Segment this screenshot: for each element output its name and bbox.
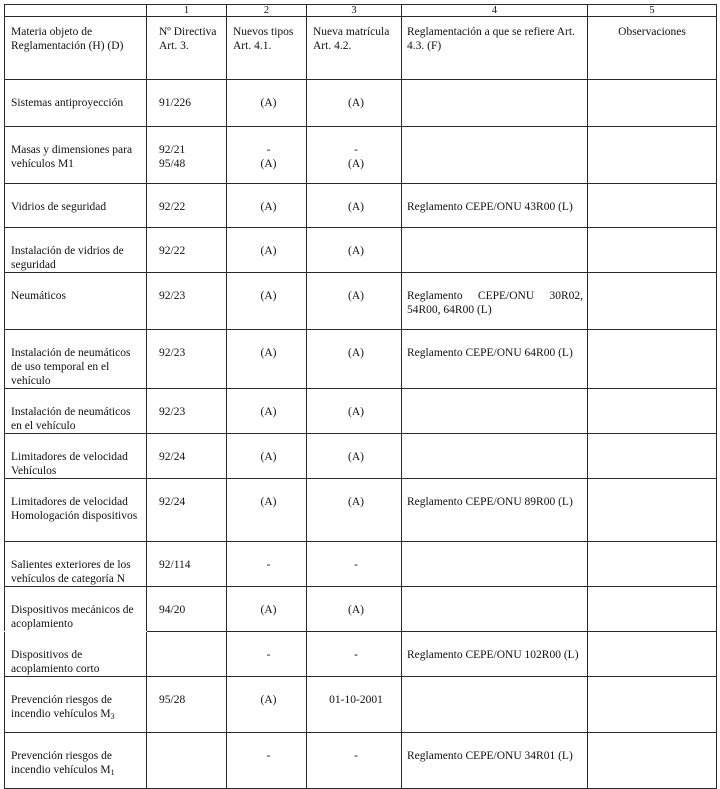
materia-text: Limitadores de velocidad Homologación dispositivos (11, 496, 138, 522)
reglamentacion-text: Reglamento CEPE/ONU 43R00 (L) (407, 201, 573, 213)
cell-nuevos-tipos (227, 80, 307, 127)
cell-nuevos-tipos (227, 228, 307, 273)
cell-directiva (147, 677, 227, 733)
header-observaciones: Observaciones (588, 17, 717, 80)
cell-nueva-matricula (307, 677, 402, 733)
cell-directiva (147, 330, 227, 389)
cell-directiva (147, 228, 227, 273)
table-row (5, 434, 717, 479)
directiva-value: 91/226 (159, 97, 191, 109)
cell-observaciones (588, 80, 717, 127)
cell-directiva (147, 184, 227, 228)
regulation-table (4, 4, 717, 789)
cell-observaciones (588, 677, 717, 733)
materia-text: Vidrios de seguridad (11, 201, 107, 213)
directiva-value: 92/22 (159, 245, 186, 257)
cell-observaciones (588, 228, 717, 273)
cell-nuevos-tipos (227, 389, 307, 434)
regulation-table-document (4, 4, 716, 777)
directiva-value: 95/48 (159, 158, 186, 170)
column-number: 2 (227, 5, 307, 17)
cell-materia (5, 677, 147, 733)
header-reglamentacion: Reglamentación a que se refiere Art. 4.3. (F) (402, 17, 588, 80)
nuevos-tipos-value: (A) (260, 201, 277, 213)
cell-reglamentacion (402, 733, 588, 789)
column-number: 5 (588, 5, 717, 17)
cell-nueva-matricula (307, 479, 402, 542)
table-row (5, 677, 717, 733)
cell-materia (5, 542, 147, 587)
cell-directiva (147, 127, 227, 184)
nuevos-tipos-value: - (266, 649, 271, 661)
header-nuevos-tipos: Nuevos tipos Art. 4.1. (227, 17, 307, 80)
directiva-value: 92/23 (159, 290, 186, 302)
cell-nuevos-tipos (227, 184, 307, 228)
cell-directiva (147, 389, 227, 434)
cell-materia (5, 330, 147, 389)
nueva-matricula-value: - (354, 559, 358, 571)
directiva-value: 92/24 (159, 496, 186, 508)
cell-reglamentacion (402, 677, 588, 733)
cell-nueva-matricula (307, 542, 402, 587)
column-number: 4 (402, 5, 588, 17)
cell-reglamentacion (402, 184, 588, 228)
cell-reglamentacion (402, 127, 588, 184)
cell-materia (5, 80, 147, 127)
table-row (5, 542, 717, 587)
cell-observaciones (588, 434, 717, 479)
materia-text: Instalación de neumáticos en el vehículo (11, 406, 131, 432)
cell-nueva-matricula (307, 127, 402, 184)
cell-materia (5, 434, 147, 479)
nueva-matricula-value: - (354, 750, 358, 762)
cell-directiva (147, 632, 227, 677)
cell-materia (5, 733, 147, 789)
cell-nueva-matricula (307, 80, 402, 127)
nuevos-tipos-value: (A) (260, 290, 277, 302)
column-number: 3 (307, 5, 402, 17)
nueva-matricula-value: (A) (348, 158, 364, 170)
cell-nuevos-tipos (227, 733, 307, 789)
cell-nuevos-tipos (227, 330, 307, 389)
table-row (5, 228, 717, 273)
header-materia: Materia objeto de Reglamentación (H) (D) (5, 17, 147, 80)
cell-directiva (147, 542, 227, 587)
cell-directiva (147, 434, 227, 479)
cell-reglamentacion (402, 434, 588, 479)
directiva-value: 92/21 (159, 144, 186, 156)
column-number-empty (5, 5, 147, 17)
cell-directiva (147, 273, 227, 330)
nuevos-tipos-value: - (266, 750, 271, 762)
cell-materia (5, 273, 147, 330)
directiva-value: 92/22 (159, 201, 186, 213)
header-nueva-matricula: Nueva matrícula Art. 4.2. (307, 17, 402, 80)
table-row (5, 184, 717, 228)
nueva-matricula-value: 01-10-2001 (329, 694, 383, 706)
cell-reglamentacion (402, 389, 588, 434)
cell-nueva-matricula (307, 389, 402, 434)
nuevos-tipos-value: (A) (260, 604, 277, 616)
materia-text: Limitadores de velocidad Vehículos (11, 451, 128, 477)
cell-materia (5, 389, 147, 434)
nueva-matricula-value: (A) (348, 290, 364, 302)
nuevos-tipos-value: (A) (260, 406, 277, 418)
nueva-matricula-value: (A) (348, 97, 364, 109)
nuevos-tipos-value: (A) (260, 694, 277, 706)
nuevos-tipos-value: (A) (260, 451, 277, 463)
cell-nuevos-tipos (227, 479, 307, 542)
header-row (5, 17, 717, 80)
cell-materia (5, 228, 147, 273)
cell-nuevos-tipos (227, 127, 307, 184)
cell-observaciones (588, 389, 717, 434)
materia-text: Prevención riesgos de incendio vehículos M (11, 750, 112, 776)
cell-materia (5, 184, 147, 228)
cell-observaciones (588, 542, 717, 587)
table-row (5, 733, 717, 789)
cell-nueva-matricula (307, 330, 402, 389)
cell-reglamentacion (402, 542, 588, 587)
cell-directiva (147, 479, 227, 542)
nueva-matricula-value: (A) (348, 201, 364, 213)
materia-text: Neumáticos (11, 290, 66, 302)
cell-nuevos-tipos (227, 677, 307, 733)
cell-nueva-matricula (307, 228, 402, 273)
cell-reglamentacion (402, 80, 588, 127)
column-number: 1 (147, 5, 227, 17)
table-row (5, 330, 717, 389)
nueva-matricula-value: (A) (348, 604, 364, 616)
cell-nuevos-tipos (227, 587, 307, 632)
cell-nuevos-tipos (227, 542, 307, 587)
materia-text: Salientes exteriores de los vehículos de categoría N (11, 559, 131, 585)
nueva-matricula-value: (A) (348, 451, 364, 463)
nueva-matricula-value: - (354, 144, 358, 156)
table-row (5, 479, 717, 542)
cell-materia (5, 587, 147, 632)
cell-nueva-matricula (307, 184, 402, 228)
cell-directiva (147, 587, 227, 632)
materia-text: Instalación de neumáticos de uso temporal en el vehículo (11, 347, 131, 387)
nueva-matricula-value: (A) (348, 347, 364, 359)
directiva-value: 92/114 (159, 559, 191, 571)
cell-observaciones (588, 733, 717, 789)
materia-text: Dispositivos mecánicos de acoplamiento (11, 604, 134, 630)
cell-nueva-matricula (307, 434, 402, 479)
cell-observaciones (588, 127, 717, 184)
cell-observaciones (588, 587, 717, 632)
nuevos-tipos-value: - (266, 559, 271, 571)
table-row (5, 632, 717, 677)
cell-nuevos-tipos (227, 632, 307, 677)
materia-text: Sistemas antiproyección (11, 97, 124, 109)
directiva-value: 92/23 (159, 406, 186, 418)
cell-observaciones (588, 330, 717, 389)
cell-nueva-matricula (307, 587, 402, 632)
cell-reglamentacion (402, 632, 588, 677)
cell-nueva-matricula (307, 733, 402, 789)
cell-nueva-matricula (307, 632, 402, 677)
cell-observaciones (588, 632, 717, 677)
cell-directiva (147, 80, 227, 127)
nuevos-tipos-value: (A) (260, 158, 277, 170)
nuevos-tipos-value: (A) (260, 245, 277, 257)
cell-materia (5, 632, 147, 677)
table-body (5, 80, 717, 789)
directiva-value: 92/24 (159, 451, 186, 463)
nuevos-tipos-value: - (266, 144, 271, 156)
column-number-row (5, 5, 717, 17)
reglamentacion-text: Reglamento CEPE/ONU 34R01 (L) (407, 750, 573, 762)
cell-observaciones (588, 184, 717, 228)
materia-text: Instalación de vidrios de seguridad (11, 245, 124, 271)
cell-observaciones (588, 479, 717, 542)
nueva-matricula-value: (A) (348, 496, 364, 508)
reglamentacion-text: Reglamento CEPE/ONU 102R00 (L) (407, 649, 579, 661)
table-row (5, 273, 717, 330)
cell-reglamentacion (402, 273, 588, 330)
cell-observaciones (588, 273, 717, 330)
cell-nuevos-tipos (227, 434, 307, 479)
materia-text: Dispositivos de acoplamiento corto (11, 649, 100, 675)
table-row (5, 127, 717, 184)
cell-nueva-matricula (307, 273, 402, 330)
cell-materia (5, 127, 147, 184)
nueva-matricula-value: (A) (348, 406, 364, 418)
materia-subscript: 1 (110, 768, 115, 777)
materia-text: Prevención riesgos de incendio vehículos M (11, 694, 112, 720)
cell-reglamentacion (402, 587, 588, 632)
nuevos-tipos-value: (A) (260, 347, 277, 359)
cell-reglamentacion (402, 330, 588, 389)
cell-materia (5, 479, 147, 542)
nuevos-tipos-value: (A) (260, 97, 277, 109)
nueva-matricula-value: - (354, 649, 358, 661)
materia-text: Masas y dimensiones para vehículos M1 (11, 144, 133, 170)
reglamentacion-text: Reglamento CEPE/ONU 30R02, 54R00, 64R00 (L) (407, 290, 583, 316)
header-directiva: Nº Directiva Art. 3. (147, 17, 227, 80)
cell-reglamentacion (402, 479, 588, 542)
reglamentacion-text: Reglamento CEPE/ONU 89R00 (L) (407, 496, 573, 508)
materia-subscript: 3 (110, 712, 115, 721)
directiva-value: 92/23 (159, 347, 186, 359)
directiva-value: 95/28 (159, 694, 186, 706)
cell-reglamentacion (402, 228, 588, 273)
cell-directiva (147, 733, 227, 789)
reglamentacion-text: Reglamento CEPE/ONU 64R00 (L) (407, 347, 573, 359)
nuevos-tipos-value: (A) (260, 496, 277, 508)
table-row (5, 389, 717, 434)
directiva-value: 94/20 (159, 604, 186, 616)
table-row (5, 587, 717, 632)
table-row (5, 80, 717, 127)
nueva-matricula-value: (A) (348, 245, 364, 257)
cell-nuevos-tipos (227, 273, 307, 330)
